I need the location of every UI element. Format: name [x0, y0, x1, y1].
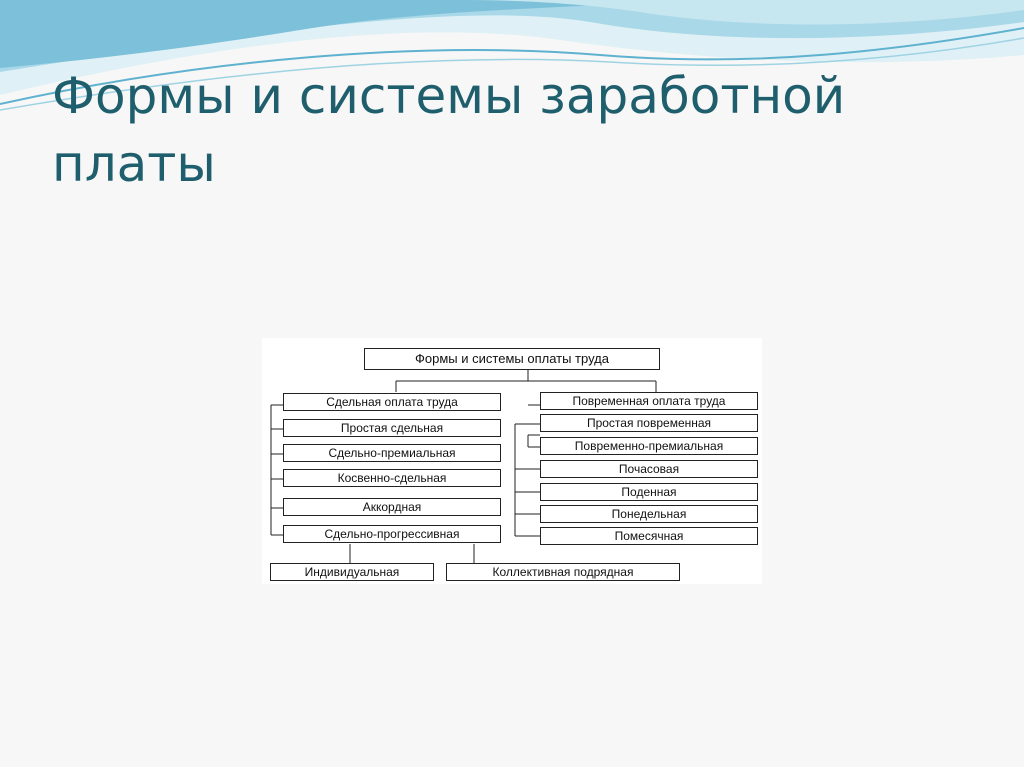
time-item-hourly: Почасовая [540, 460, 758, 478]
time-item-daily: Поденная [540, 483, 758, 501]
piecework-item-progressive: Сдельно-прогрессивная [283, 525, 501, 543]
time-item-bonus: Повременно-премиальная [540, 437, 758, 455]
time-item-simple: Простая повременная [540, 414, 758, 432]
time-item-weekly: Понедельная [540, 505, 758, 523]
root-box: Формы и системы оплаты труда [364, 348, 660, 370]
org-diagram [262, 338, 762, 584]
piecework-sub-collective: Коллективная подрядная [446, 563, 680, 581]
piecework-item-lump-sum: Аккордная [283, 498, 501, 516]
slide-title: Формы и системы заработной платы [52, 67, 846, 193]
piecework-item-indirect: Косвенно-сдельная [283, 469, 501, 487]
piecework-item-bonus: Сдельно-премиальная [283, 444, 501, 462]
piecework-header-box: Сдельная оплата труда [283, 393, 501, 411]
piecework-item-simple: Простая сдельная [283, 419, 501, 437]
time-header-box: Повременная оплата труда [540, 392, 758, 410]
piecework-sub-individual: Индивидуальная [270, 563, 434, 581]
time-item-monthly: Помесячная [540, 527, 758, 545]
